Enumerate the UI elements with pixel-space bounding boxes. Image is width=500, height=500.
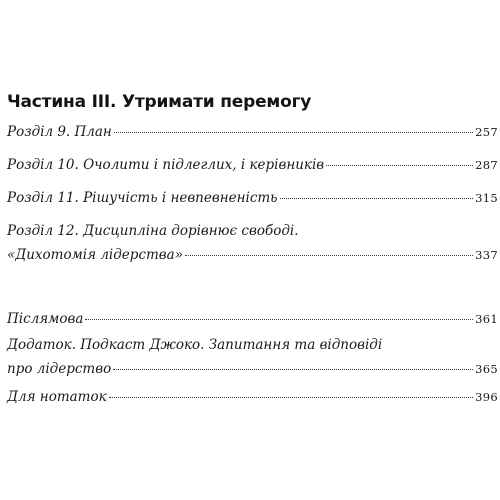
dot-leader: [185, 254, 473, 256]
dot-leader: [113, 368, 473, 370]
toc-entry-line: [7, 247, 498, 263]
toc-page-number: 361: [475, 312, 498, 326]
toc-entry-chapter-11: [7, 190, 498, 206]
toc-entry-title: Розділ 11. Рішучість і невпевненість: [7, 190, 278, 206]
toc-entry-title: Розділ 12. Дисципліна дорівнює свободі.: [7, 223, 299, 239]
toc-entry-title: Додаток. Подкаст Джоко. Запитання та відповіді: [7, 337, 383, 353]
toc-entry-line: [7, 311, 498, 327]
toc-entry-line: [7, 190, 498, 206]
toc-entry-line: [7, 157, 498, 173]
toc-entry-line: [7, 361, 498, 377]
toc-page-number: 287: [475, 158, 498, 172]
toc-entry-title: Розділ 9. План: [7, 124, 112, 140]
dot-leader: [280, 197, 474, 199]
toc-entry-notes: [7, 389, 498, 405]
toc-entry-appendix: [7, 337, 498, 377]
toc-entry-line: [7, 389, 498, 405]
toc-entry-title: Для нотаток: [7, 389, 107, 405]
toc-entry-chapter-12: [7, 223, 498, 263]
toc-entry-title-continued: про лідерство: [7, 361, 112, 377]
dot-leader: [114, 131, 473, 133]
toc-entry-title: Післямова: [7, 311, 84, 327]
dot-leader: [85, 318, 473, 320]
toc-entry-afterword: [7, 311, 498, 327]
toc-page-number: 396: [475, 390, 498, 404]
toc-entry-title-continued: «Дихотомія лідерства»: [7, 247, 183, 263]
toc-entry-line: [7, 223, 498, 239]
toc-entry-chapter-10: [7, 157, 498, 173]
toc-page-number: 257: [475, 125, 498, 139]
toc-entry-title: Розділ 10. Очолити і підлеглих, і керівників: [7, 157, 325, 173]
part-title: Частина III. Утримати перемогу: [7, 92, 312, 112]
dot-leader: [326, 164, 473, 166]
toc-entry-chapter-9: [7, 124, 498, 140]
toc-entry-line: [7, 337, 498, 353]
toc-page-number: 337: [475, 248, 498, 262]
toc-page-number: 365: [475, 362, 498, 376]
toc-page-number: 315: [475, 191, 498, 205]
dot-leader: [109, 396, 473, 398]
toc-entry-line: [7, 124, 498, 140]
